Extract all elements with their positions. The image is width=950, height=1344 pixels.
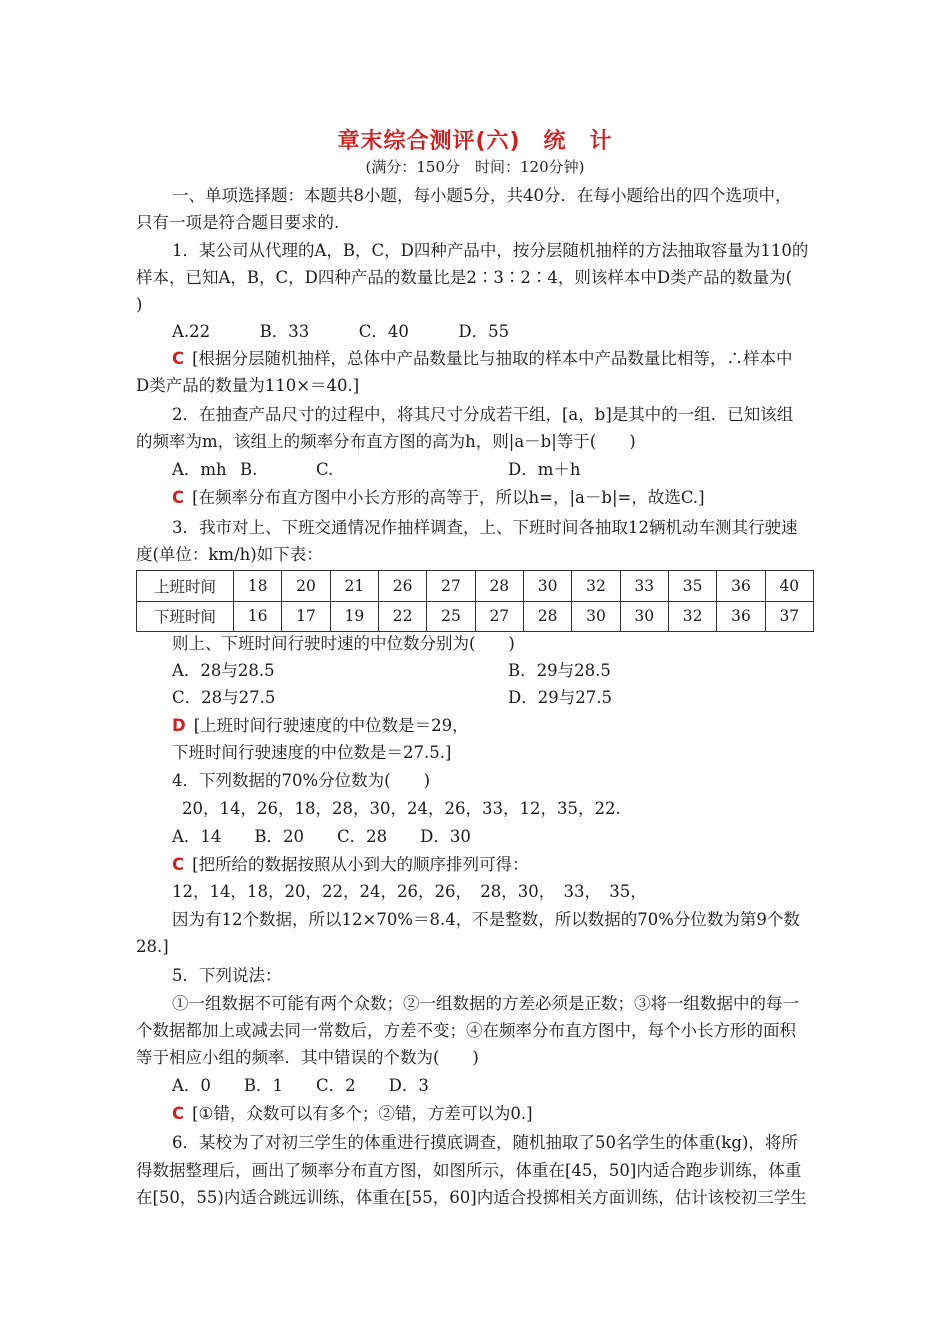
question-text: 1．某公司从代理的A，B，C，D四种产品中，按分层随机抽样的方法抽取容量为110的 (172, 241, 809, 260)
page-title: 章末综合测评(六) 统 计 (337, 129, 613, 154)
table-cell: 18 (234, 571, 282, 602)
answer-explanation: [上班时间行驶速度的中位数是＝29， (193, 716, 469, 735)
answer-line (172, 1104, 533, 1124)
table-cell: 32 (572, 571, 620, 602)
question-options: A．0 B．1 C．2 D．3 (172, 1076, 429, 1095)
table-cell: 33 (620, 571, 668, 602)
row-header: 上班时间 (137, 571, 234, 602)
option-c: C．28与27.5 (172, 688, 276, 707)
table-cell: 28 (475, 571, 523, 602)
question-text: 在[50，55)内适合跳远训练，体重在[55，60]内适合投掷相关方面训练，估计该校初三学生 (136, 1188, 807, 1207)
answer-explanation: [在频率分布直方图中小长方形的高等于，所以h=，|a－b|=，故选C.] (192, 488, 705, 507)
answer-letter: C (172, 855, 185, 874)
table-cell: 30 (523, 571, 571, 602)
question-text: 得数据整理后，画出了频率分布直方图，如图所示，体重在[45，50]内适合跑步训练，体重 (136, 1161, 802, 1180)
table-cell: 40 (765, 571, 813, 602)
answer-explanation: [根据分层随机抽样，总体中产品数量比与抽取的样本中产品数量比相等，∴样本中 (192, 349, 793, 368)
section-heading-line: 一、单项选择题：本题共8小题，每小题5分，共40分．在每小题给出的四个选项中， (172, 186, 792, 205)
option-d: D．m＋h (508, 460, 581, 479)
table-cell: 19 (330, 601, 378, 632)
answer-line (172, 349, 793, 369)
answer-explanation: 28.] (136, 937, 169, 956)
table-cell: 32 (668, 601, 716, 632)
question-text: 样本，已知A，B，C，D四种产品的数量比是2∶3∶2∶4，则该样本中D类产品的数量为( (136, 268, 793, 287)
answer-letter: C (172, 488, 185, 507)
section-heading-line: 只有一项是符合题目要求的. (136, 213, 340, 232)
table-cell: 21 (330, 571, 378, 602)
question-data: 20，14，26，18，28，30，24，26，33，12，35，22. (182, 799, 621, 818)
table-cell: 30 (572, 601, 620, 632)
question-text: 6．某校为了对初三学生的体重进行摸底调查，随机抽取了50名学生的体重(kg)，将所 (172, 1133, 798, 1152)
question-text: 等于相应小组的频率．其中错误的个数为( ) (136, 1048, 479, 1067)
answer-explanation: 12，14，18，20，22，24，26，26， 28，30， 33， 35， (172, 882, 647, 901)
question-text: 个数据都加上或减去同一常数后，方差不变；④在频率分布直方图中，每个小长方形的面积 (136, 1021, 796, 1040)
question-text: 则上、下班时间行驶时速的中位数分别为( ) (172, 634, 515, 653)
answer-explanation: [把所给的数据按照从小到大的顺序排列可得： (192, 855, 529, 874)
question-text: 2．在抽查产品尺寸的过程中，将其尺寸分成若干组，[a，b]是其中的一组．已知该组 (172, 405, 794, 424)
question-options: A.22 B．33 C．40 D．55 (172, 322, 510, 341)
question-text: 3．我市对上、下班交通情况作抽样调查，上、下班时间各抽取12辆机动车测其行驶速 (172, 518, 798, 537)
option-b: B．29与28.5 (508, 661, 611, 680)
table-cell: 25 (427, 601, 475, 632)
table-cell: 35 (668, 571, 716, 602)
row-header: 下班时间 (137, 601, 234, 632)
option-a: A．28与28.5 (172, 661, 275, 680)
option-a: A．mh (172, 460, 227, 479)
option-d: D．29与27.5 (508, 688, 612, 707)
answer-line (172, 716, 469, 736)
question-text: 度(单位：km/h)如下表： (136, 545, 323, 564)
answer-letter: D (172, 716, 186, 735)
question-text: ①一组数据不可能有两个众数；②一组数据的方差必须是正数；③将一组数据中的每一 (172, 994, 799, 1013)
answer-letter: C (172, 1104, 185, 1123)
table-cell: 36 (717, 601, 765, 632)
table-cell: 30 (620, 601, 668, 632)
table-cell: 27 (475, 601, 523, 632)
table-cell: 26 (378, 571, 426, 602)
question-text: ) (136, 295, 143, 314)
answer-explanation: 因为有12个数据，所以12×70%＝8.4，不是整数，所以数据的70%分位数为第9个数 (172, 910, 800, 929)
answer-line (172, 488, 705, 508)
question-text: 的频率为m，该组上的频率分布直方图的高为h，则|a－b|等于( ) (136, 432, 636, 451)
answer-line (172, 855, 529, 875)
table-cell: 16 (234, 601, 282, 632)
option-c: C. (316, 460, 334, 479)
question-options: A．14 B．20 C．28 D．30 (172, 827, 471, 846)
table-cell: 22 (378, 601, 426, 632)
table-cell: 17 (282, 601, 330, 632)
table-cell: 20 (282, 571, 330, 602)
answer-explanation: D类产品的数量为110×＝40.] (136, 376, 360, 395)
option-b: B. (240, 460, 258, 479)
table-cell: 37 (765, 601, 813, 632)
table-row (137, 601, 814, 632)
answer-explanation: [①错，众数可以有多个；②错，方差可以为0.] (192, 1104, 533, 1123)
table-cell: 27 (427, 571, 475, 602)
table-cell: 36 (717, 571, 765, 602)
table-row (137, 571, 814, 602)
page-subtitle: (满分：150分 时间：120分钟) (365, 158, 585, 176)
table-cell: 28 (523, 601, 571, 632)
speed-table (136, 570, 814, 632)
answer-letter: C (172, 349, 185, 368)
question-text: 5．下列说法： (172, 966, 282, 985)
answer-explanation: 下班时间行驶速度的中位数是＝27.5.] (172, 743, 452, 762)
question-text: 4．下列数据的70%分位数为( ) (172, 771, 431, 790)
